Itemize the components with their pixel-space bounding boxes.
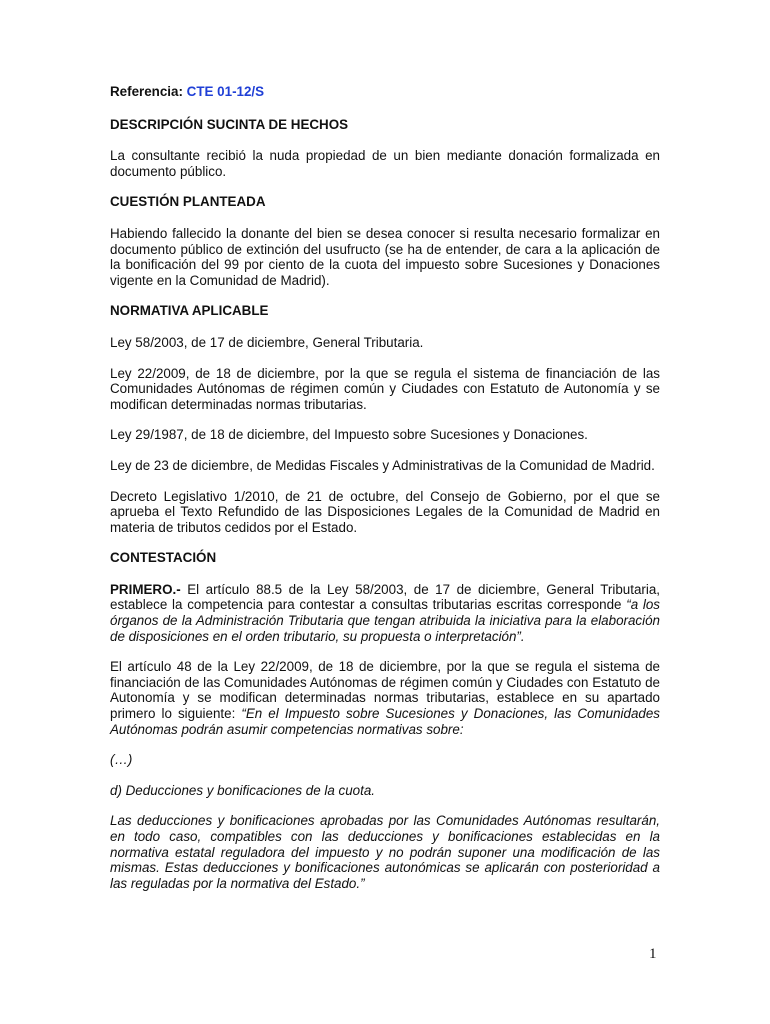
item-d-line: d) Deducciones y bonificaciones de la cuota. bbox=[110, 782, 375, 798]
primero-text: El artículo 88.5 de la Ley 58/2003, de 17 de diciembre, General Tributaria, establece la competencia para contestar a consultas tributarias escritas corresponde bbox=[110, 581, 660, 613]
reference-label: Referencia: bbox=[110, 84, 183, 99]
art48-text: El artículo 48 de la Ley 22/2009, de 18 de diciembre, por la que se regula el sistema de financiación de las Comunidades Autónomas de régimen común y Ciudades con Estatuto de Autonomía y se modifican determinadas normas tributarias, establece en su apartado primero lo siguiente: bbox=[110, 659, 660, 722]
section-title-contestacion: CONTESTACIÓN bbox=[110, 550, 217, 566]
primero-quote: “a los órganos de la Administración Tributaria que tengan atribuida la iniciativa para la elaboración de disposiciones en el orden tributario, su propuesta o interpretación”. bbox=[110, 597, 661, 644]
section-title-cuestion: CUESTIÓN PLANTEADA bbox=[110, 194, 266, 210]
art48-paragraph bbox=[110, 659, 660, 737]
primero-label: PRIMERO.- bbox=[110, 581, 181, 597]
normativa-item: Ley 29/1987, de 18 de diciembre, del Impuesto sobre Sucesiones y Donaciones. bbox=[110, 427, 588, 443]
art48-quote: “En el Impuesto sobre Sucesiones y Donaciones, las Comunidades Autónomas podrán asumir competencias normativas sobre: bbox=[110, 706, 660, 737]
normativa-item: Decreto Legislativo 1/2010, de 21 de octubre, del Consejo de Gobierno, por el que se aprueba el Texto Refundido de las Disposiciones Legales de la Comunidad de Madrid en materia de tributos cedidos por el Estado. bbox=[110, 488, 660, 535]
normativa-item: Ley de 23 de diciembre, de Medidas Fiscales y Administrativas de la Comunidad de Madrid. bbox=[110, 457, 655, 473]
normativa-item: Ley 22/2009, de 18 de diciembre, por la que se regula el sistema de financiación de las Comunidades Autónomas de régimen común y Ciudades con Estatuto de Autonomía y se modifican determinadas normas tributarias. bbox=[110, 365, 660, 412]
page-number: 1 bbox=[649, 946, 657, 962]
primero-paragraph bbox=[110, 582, 660, 644]
section-title-normativa: NORMATIVA APLICABLE bbox=[110, 303, 269, 319]
document-body bbox=[110, 84, 660, 906]
normativa-item: Ley 58/2003, de 17 de diciembre, General Tributaria. bbox=[110, 334, 424, 350]
ellipsis-line: (…) bbox=[110, 752, 133, 768]
reference-line bbox=[110, 84, 660, 100]
reference-code: CTE 01-12/S bbox=[186, 84, 265, 99]
cuestion-paragraph: Habiendo fallecido la donante del bien se desea conocer si resulta necesario formalizar en documento público de extinción del usufructo (se ha de entender, de cara a la aplicación de la bonificación del 99 por ciento de la cuota del impuesto sobre Sucesiones y Donaciones vigente en la Comunidad de Madrid). bbox=[110, 225, 660, 288]
hechos-paragraph: La consultante recibió la nuda propiedad de un bien mediante donación formalizada en documento público. bbox=[110, 148, 660, 179]
section-title-hechos: DESCRIPCIÓN SUCINTA DE HECHOS bbox=[110, 116, 349, 132]
quote-final-paragraph: Las deducciones y bonificaciones aprobadas por las Comunidades Autónomas resultarán, en todo caso, compatibles con las deducciones y bonificaciones establecidas en la normativa estatal reguladora del impuesto y no podrán suponer una modificación de las mismas. Estas deducciones y bonificaciones autonómicas se aplicarán con posterioridad a las reguladas por la normativa del Estado.” bbox=[110, 813, 660, 891]
